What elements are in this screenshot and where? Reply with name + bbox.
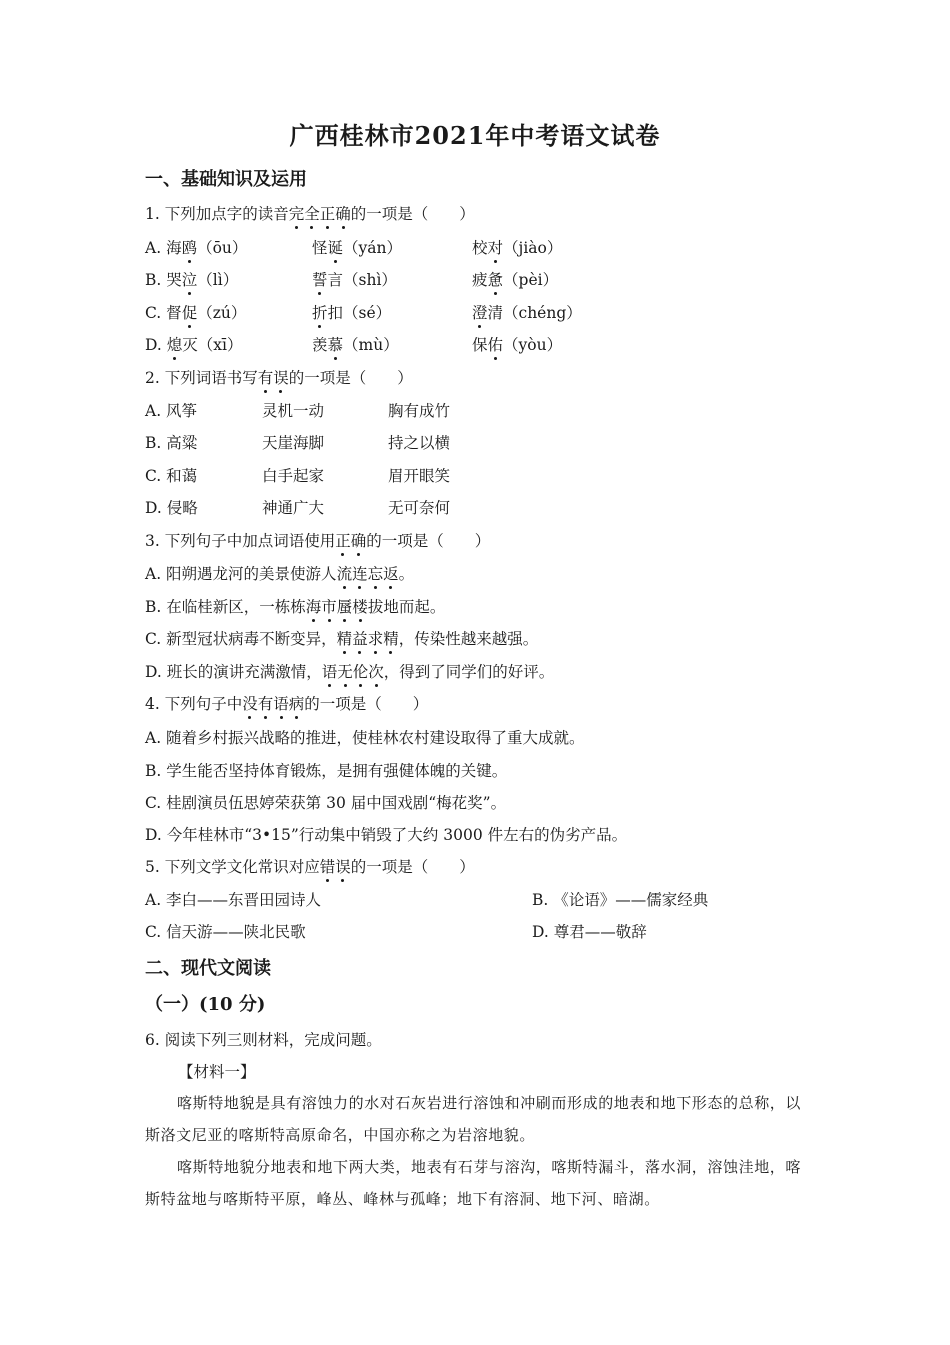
- emphasis-char: 返: [383, 565, 399, 583]
- material-1-label: 【材料一】: [178, 1063, 256, 1081]
- emphasis-char: 促: [181, 304, 198, 322]
- question-1-option-cell: 折扣（sé）: [312, 304, 392, 322]
- question-1-stem: 1. 下列加点字的读音完全正确的一项是（ ）: [145, 205, 475, 223]
- emphasis-char: 澄: [472, 304, 488, 322]
- question-1-option-cell: 疲惫（pèi）: [472, 271, 559, 289]
- emphasis-char: 忘: [367, 565, 384, 583]
- question-2-option-cell: C. 和蔼: [145, 467, 198, 485]
- material-1-paragraph-2: 喀斯特地貌分地表和地下两大类，地表有石芽与溶沟，喀斯特漏斗，落水洞，溶蚀洼地，喀斯特盆地与喀斯特平原，峰丛、峰林与孤峰；地下有溶洞、地下河、暗湖。: [145, 1158, 802, 1208]
- emphasis-dotted: [289, 205, 351, 223]
- emphasis-char: 佑: [487, 336, 504, 354]
- material-1-paragraph-1: 喀斯特地貌是具有溶蚀力的水对石灰岩进行溶蚀和冲刷而形成的地表和地下形态的总称，以斯洛文尼亚的喀斯特高原命名，中国亦称之为岩溶地貌。: [145, 1094, 802, 1144]
- emphasis-char: 求: [367, 630, 384, 648]
- question-5-option-d: D. 尊君——敬辞: [532, 923, 647, 941]
- emphasis-char: 有: [257, 369, 274, 387]
- question-4-option-a: A. 随着乡村振兴战略的推进，使桂林农村建设取得了重大成就。: [145, 729, 585, 747]
- question-2-option-cell: 胸有成竹: [388, 402, 451, 420]
- emphasis-char: 泣: [181, 271, 198, 289]
- emphasis-dotted: [337, 630, 399, 648]
- emphasis-char: 对: [487, 239, 504, 257]
- emphasis-char: 诞: [327, 239, 344, 257]
- question-5-option-b: B. 《论语》——儒家经典: [532, 891, 709, 909]
- question-1-option-cell: D. 熄灭（xī）: [145, 336, 243, 354]
- question-4-option-b: B. 学生能否坚持体育锻炼，是拥有强健体魄的关键。: [145, 762, 508, 780]
- question-5-stem: 5. 下列文学文化常识对应错误的一项是（ ）: [145, 858, 475, 876]
- emphasis-char: 没: [242, 695, 258, 713]
- emphasis-char: 精: [336, 630, 353, 648]
- question-3-option: A. 阳朔遇龙河的美景使游人流连忘返。: [145, 565, 415, 583]
- emphasis-char: 全: [304, 205, 320, 223]
- question-2-option-cell: D. 侵略: [145, 499, 198, 517]
- emphasis-char: 语: [321, 663, 338, 681]
- emphasis-char: 鸥: [181, 239, 198, 257]
- emphasis-dotted: [258, 369, 289, 387]
- question-1-option-cell: A. 海鸥（ōu）: [145, 239, 248, 257]
- emphasis-char: 伦: [352, 663, 369, 681]
- emphasis-dotted: [335, 532, 366, 550]
- emphasis-char: 语: [273, 695, 289, 713]
- question-6-stem: 6. 阅读下列三则材料，完成问题。: [145, 1031, 382, 1049]
- question-1-option-cell: 怪诞（yán）: [312, 239, 403, 257]
- emphasis-char: 误: [335, 858, 351, 876]
- question-3-option: B. 在临桂新区，一栋栋海市蜃楼拔地而起。: [145, 598, 446, 616]
- question-2-option-cell: 天崖海脚: [262, 434, 325, 452]
- question-1-option-cell: C. 督促（zú）: [145, 304, 247, 322]
- question-4-option-c: C. 桂剧演员伍思婷荣获第 30 届中国戏剧“梅花奖”。: [145, 794, 507, 812]
- emphasis-char: 精: [383, 630, 399, 648]
- emphasis-char: 病: [288, 695, 305, 713]
- section-heading-basics: 一、基础知识及运用: [145, 169, 307, 190]
- emphasis-char: 流: [336, 565, 353, 583]
- question-1-option-cell: 誓言（shì）: [312, 271, 397, 289]
- question-3-option: D. 班长的演讲充满激情，语无伦次，得到了同学们的好评。: [145, 663, 555, 681]
- emphasis-char: 完: [288, 205, 305, 223]
- emphasis-char: 熄: [166, 336, 183, 354]
- emphasis-char: 正: [319, 205, 336, 223]
- emphasis-char: 蜃: [336, 598, 353, 616]
- question-4-option-d: D. 今年桂林市“3•15”行动集中销毁了大约 3000 件左右的伪劣产品。: [145, 826, 628, 844]
- question-1-option-cell: 保佑（yòu）: [472, 336, 563, 354]
- emphasis-dotted: [242, 695, 304, 713]
- emphasis-char: 正: [335, 532, 351, 550]
- question-2-option-cell: A. 风筝: [145, 402, 198, 420]
- emphasis-char: 惫: [487, 271, 504, 289]
- emphasis-char: 无: [337, 663, 353, 681]
- question-5-option-a: A. 李白——东晋田园诗人: [145, 891, 322, 909]
- emphasis-dotted: [306, 598, 368, 616]
- question-1-option-cell: 校对（jiào）: [472, 239, 563, 257]
- question-2-option-cell: 灵机一动: [262, 402, 325, 420]
- section-heading-reading: 二、现代文阅读: [145, 958, 271, 979]
- emphasis-char: 慕: [327, 336, 344, 354]
- emphasis-char: 误: [273, 369, 289, 387]
- question-2-option-cell: 无可奈何: [388, 499, 451, 517]
- emphasis-dotted: [320, 858, 351, 876]
- question-3-stem: 3. 下列句子中加点词语使用正确的一项是（ ）: [145, 532, 491, 550]
- question-2-option-cell: 持之以横: [388, 434, 451, 452]
- emphasis-char: 连: [352, 565, 368, 583]
- emphasis-char: 有: [257, 695, 274, 713]
- question-1-option-cell: B. 哭泣（lì）: [145, 271, 239, 289]
- emphasis-char: 海: [305, 598, 322, 616]
- question-2-option-cell: 神通广大: [262, 499, 325, 517]
- emphasis-char: 市: [321, 598, 337, 616]
- question-5-option-c: C. 信天游——陕北民歌: [145, 923, 306, 941]
- question-2-stem: 2. 下列词语书写有误的一项是（ ）: [145, 369, 413, 387]
- emphasis-char: 誓: [312, 271, 328, 289]
- emphasis-char: 折: [312, 304, 328, 322]
- question-1-option-cell: 羡慕（mù）: [312, 336, 399, 354]
- emphasis-char: 错: [319, 858, 336, 876]
- emphasis-char: 次: [368, 663, 384, 681]
- question-3-option: C. 新型冠状病毒不断变异，精益求精，传染性越来越强。: [145, 630, 539, 648]
- emphasis-char: 楼: [352, 598, 368, 616]
- question-2-option-cell: 白手起家: [262, 467, 325, 485]
- question-1-option-cell: 澄清（chéng）: [472, 304, 582, 322]
- question-2-option-cell: B. 高粱: [145, 434, 198, 452]
- question-4-stem: 4. 下列句子中没有语病的一项是（ ）: [145, 695, 429, 713]
- emphasis-char: 确: [350, 532, 367, 550]
- emphasis-dotted: [322, 663, 384, 681]
- subsection-heading: （一）(10 分): [145, 994, 266, 1015]
- emphasis-char: 益: [352, 630, 368, 648]
- emphasis-char: 确: [335, 205, 351, 223]
- emphasis-dotted: [337, 565, 399, 583]
- question-2-option-cell: 眉开眼笑: [388, 467, 451, 485]
- exam-title: 广西桂林市2021年中考语文试卷: [289, 121, 661, 150]
